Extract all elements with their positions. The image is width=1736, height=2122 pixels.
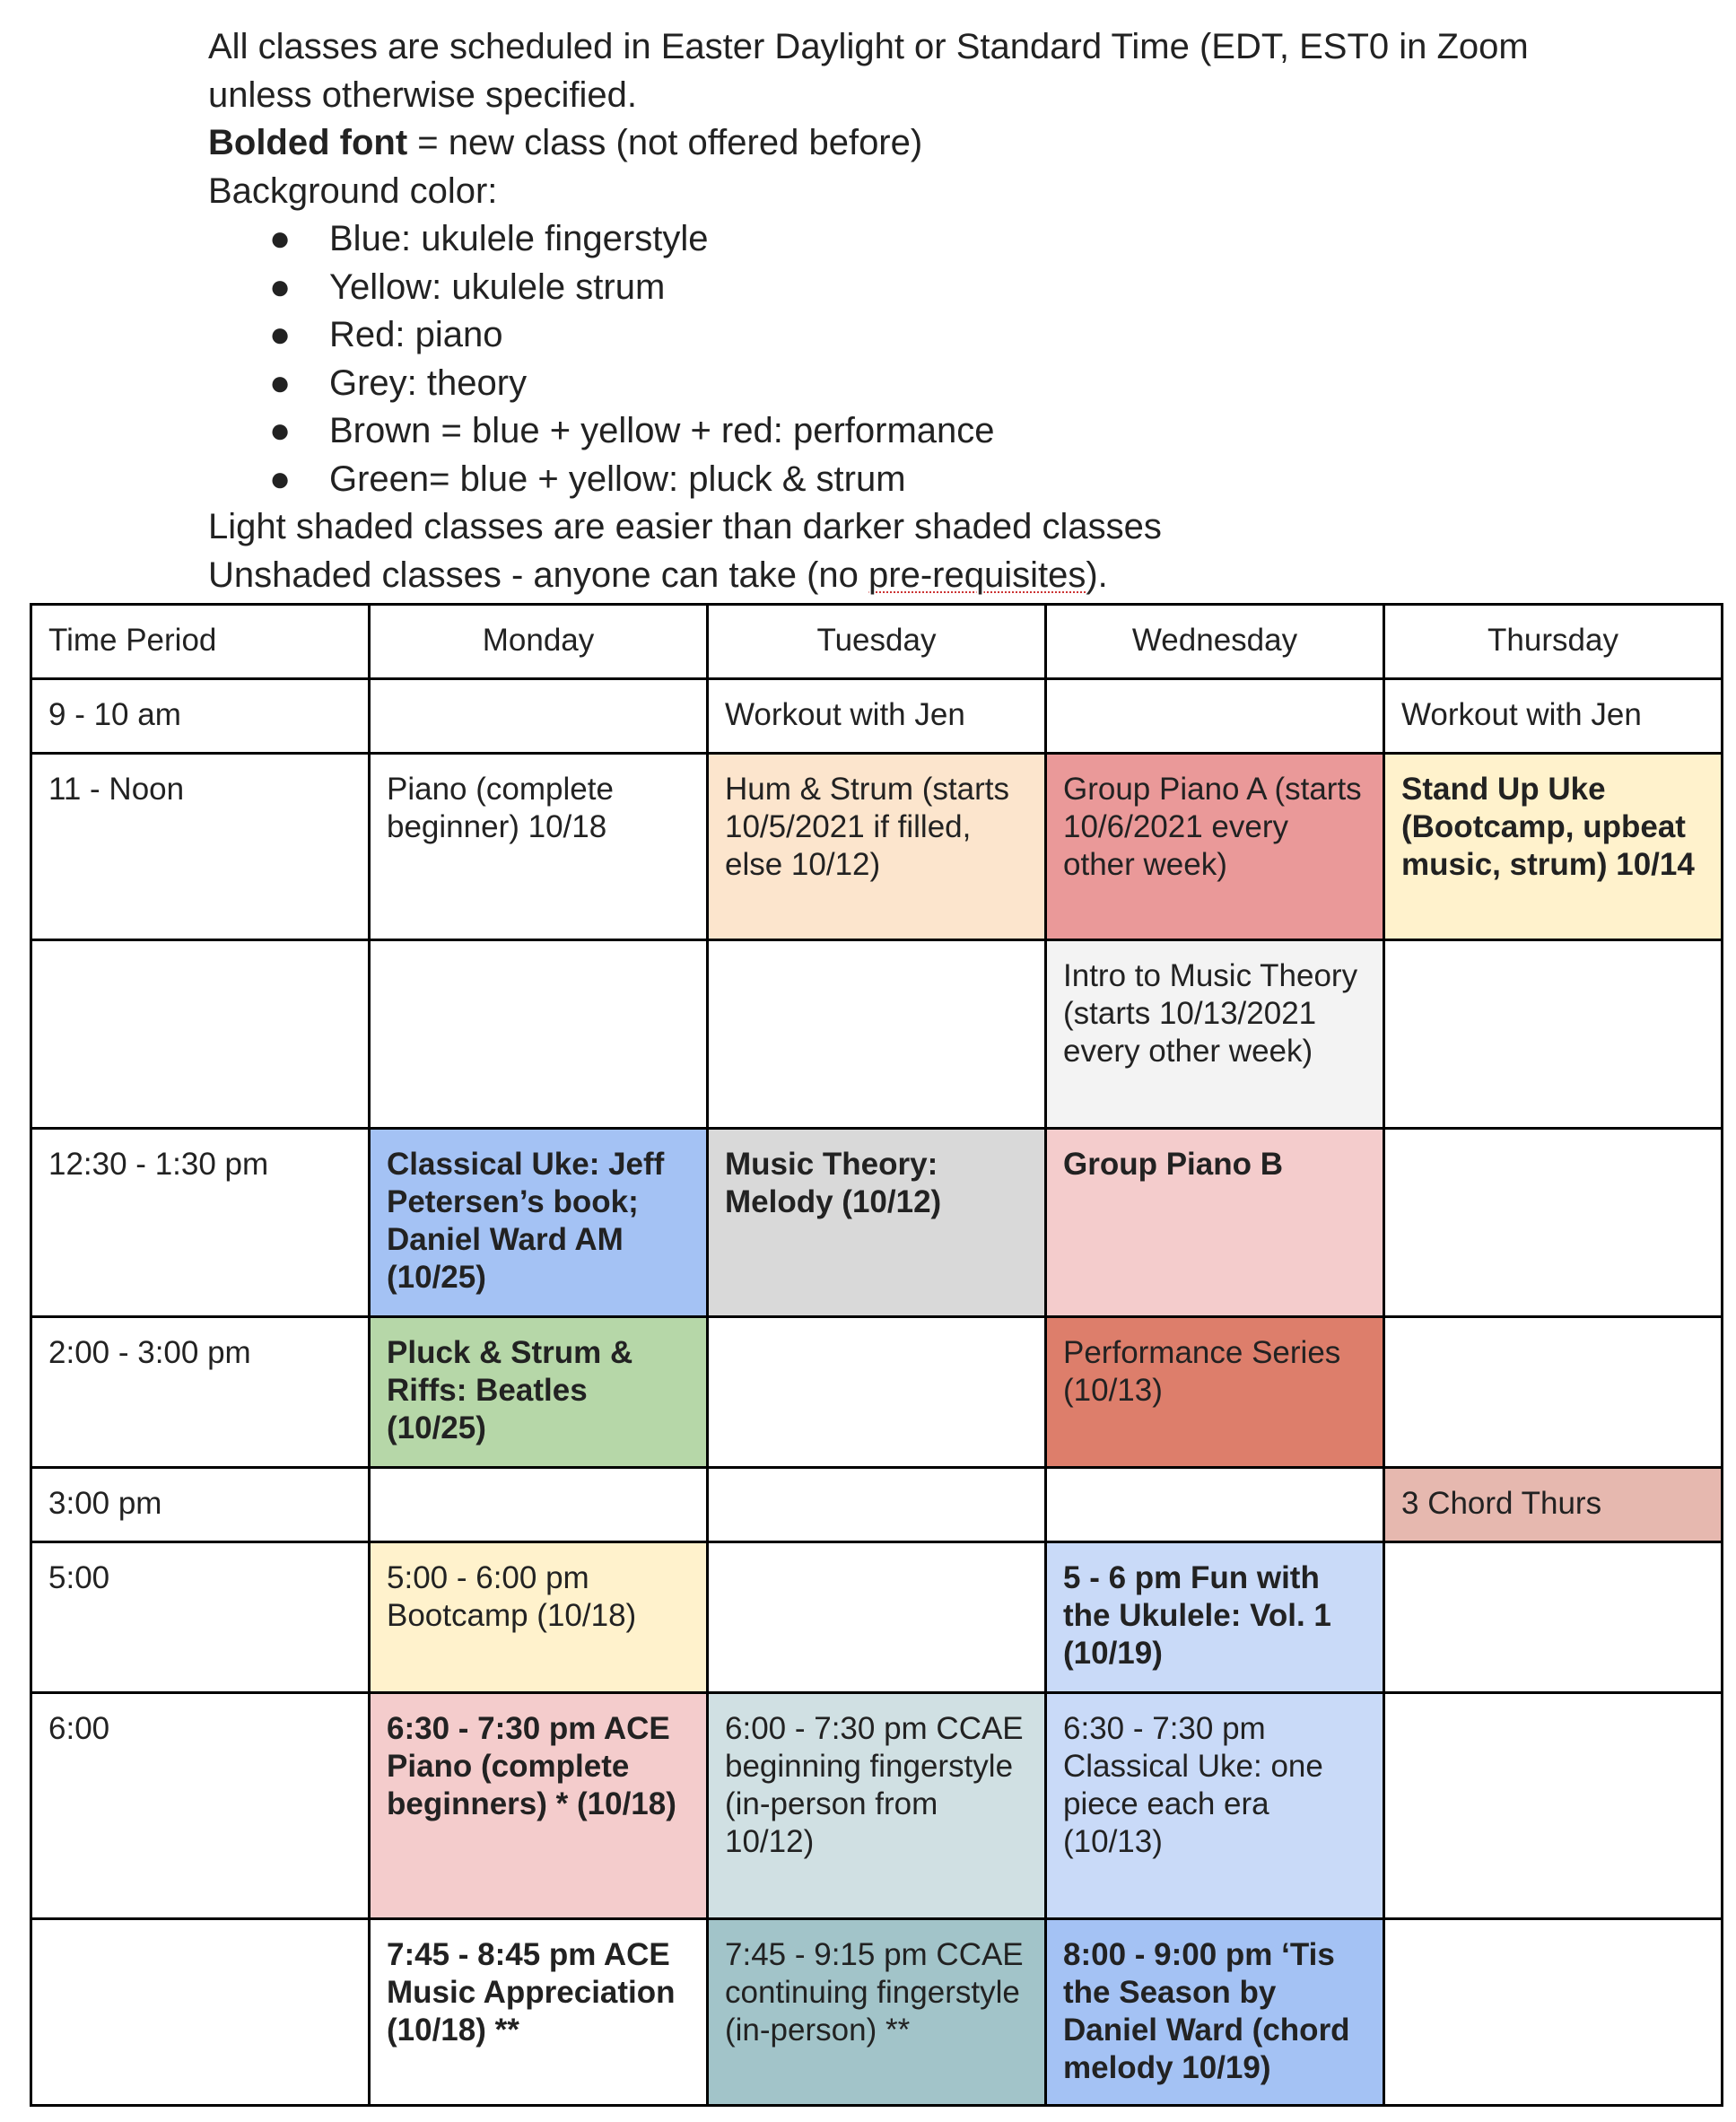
class-cell: 7:45 - 9:15 pm CCAE continuing fingerstyle (in-person) ** — [708, 1919, 1046, 2106]
legend-item: ● Blue: ukulele fingerstyle — [208, 215, 1688, 264]
class-cell — [708, 1317, 1046, 1468]
legend-item: ● Brown = blue + yellow + red: performance — [208, 407, 1688, 456]
bold-font-note — [208, 119, 1688, 168]
bullet-icon: ● — [269, 219, 292, 258]
class-cell: 5:00 - 6:00 pm Bootcamp (10/18) — [370, 1542, 708, 1693]
time-period-cell: 5:00 — [31, 1542, 370, 1693]
class-cell: 6:30 - 7:30 pm ACE Piano (complete beginners) * (10/18) — [370, 1693, 708, 1919]
schedule-row — [31, 1468, 1723, 1542]
class-cell: 8:00 - 9:00 pm ‘Tis the Season by Daniel Ward (chord melody 10/19) — [1046, 1919, 1384, 2106]
class-cell — [1384, 940, 1723, 1129]
class-cell: Hum & Strum (starts 10/5/2021 if filled, else 10/12) — [708, 754, 1046, 940]
unshaded-note: Unshaded classes - anyone can take (no pre-requisites). — [208, 555, 1108, 595]
schedule-table — [30, 603, 1723, 2107]
class-cell — [370, 679, 708, 754]
class-cell — [1384, 1317, 1723, 1468]
class-cell — [1046, 1468, 1384, 1542]
class-cell — [708, 1468, 1046, 1542]
shade-note: Light shaded classes are easier than darker shaded classes — [208, 507, 1162, 546]
schedule-row — [31, 754, 1723, 940]
schedule-row — [31, 1693, 1723, 1919]
class-cell — [1384, 1129, 1723, 1317]
legend-item: ● Green= blue + yellow: pluck & strum — [208, 456, 1688, 504]
header-tuesday: Tuesday — [708, 605, 1046, 679]
bold-font-rest: = new class (not offered before) — [407, 123, 923, 162]
header-time-period: Time Period — [31, 605, 370, 679]
class-cell: 6:00 - 7:30 pm CCAE beginning fingerstyle (in-person from 10/12) — [708, 1693, 1046, 1919]
class-cell: Group Piano B — [1046, 1129, 1384, 1317]
schedule-body — [31, 605, 1723, 2106]
legend-item: ● Red: piano — [208, 311, 1688, 360]
schedule-row — [31, 1317, 1723, 1468]
background-color-label: Background color: — [208, 170, 498, 211]
class-cell: 7:45 - 8:45 pm ACE Music Appreciation (10/18) ** — [370, 1919, 708, 2106]
class-cell: 5 - 6 pm Fun with the Ukulele: Vol. 1 (10/19) — [1046, 1542, 1384, 1693]
schedule-row — [31, 1542, 1723, 1693]
legend-item: ● Yellow: ukulele strum — [208, 264, 1688, 312]
time-period-cell: 11 - Noon — [31, 754, 370, 940]
class-cell — [1384, 1919, 1723, 2106]
legend-item: ● Grey: theory — [208, 360, 1688, 408]
class-cell: Stand Up Uke (Bootcamp, upbeat music, strum) 10/14 — [1384, 754, 1723, 940]
bullet-icon: ● — [269, 266, 292, 307]
color-legend — [208, 215, 1688, 503]
time-period-cell: 2:00 - 3:00 pm — [31, 1317, 370, 1468]
class-cell: Workout with Jen — [708, 679, 1046, 754]
class-cell — [370, 1468, 708, 1542]
class-cell: Classical Uke: Jeff Petersen’s book; Daniel Ward AM (10/25) — [370, 1129, 708, 1317]
class-cell — [708, 940, 1046, 1129]
header-row — [31, 605, 1723, 679]
schedule-row — [31, 940, 1723, 1129]
time-period-cell: 3:00 pm — [31, 1468, 370, 1542]
header-thursday: Thursday — [1384, 605, 1723, 679]
bullet-icon: ● — [269, 362, 292, 403]
bullet-icon: ● — [269, 315, 292, 354]
class-cell — [708, 1542, 1046, 1693]
bullet-icon: ● — [269, 411, 292, 450]
time-period-cell — [31, 940, 370, 1129]
header-monday: Monday — [370, 605, 708, 679]
prerequisites-text: pre-requisites — [868, 555, 1086, 595]
header-wednesday: Wednesday — [1046, 605, 1384, 679]
class-cell: Pluck & Strum & Riffs: Beatles (10/25) — [370, 1317, 708, 1468]
time-period-cell: 6:00 — [31, 1693, 370, 1919]
class-cell — [1384, 1542, 1723, 1693]
schedule-row — [31, 1129, 1723, 1317]
class-cell: Intro to Music Theory (starts 10/13/2021 every other week) — [1046, 940, 1384, 1129]
intro-line-2: unless otherwise specified. — [208, 74, 638, 115]
time-period-cell — [31, 1919, 370, 2106]
class-cell: Group Piano A (starts 10/6/2021 every other week) — [1046, 754, 1384, 940]
intro-line-1: All classes are scheduled in Easter Daylight or Standard Time (EDT, EST0 in Zoom — [208, 27, 1529, 66]
class-cell: 6:30 - 7:30 pm Classical Uke: one piece each era (10/13) — [1046, 1693, 1384, 1919]
intro-notes — [208, 23, 1688, 599]
class-cell — [1384, 1693, 1723, 1919]
bold-font-label: Bolded font — [208, 123, 408, 162]
class-cell — [370, 940, 708, 1129]
time-period-cell: 12:30 - 1:30 pm — [31, 1129, 370, 1317]
class-cell: 3 Chord Thurs — [1384, 1468, 1723, 1542]
schedule-row — [31, 1919, 1723, 2106]
class-cell — [1046, 679, 1384, 754]
bullet-icon: ● — [269, 458, 292, 499]
class-cell: Workout with Jen — [1384, 679, 1723, 754]
class-cell: Performance Series (10/13) — [1046, 1317, 1384, 1468]
class-cell: Piano (complete beginner) 10/18 — [370, 754, 708, 940]
class-cell: Music Theory: Melody (10/12) — [708, 1129, 1046, 1317]
schedule-row — [31, 679, 1723, 754]
time-period-cell: 9 - 10 am — [31, 679, 370, 754]
